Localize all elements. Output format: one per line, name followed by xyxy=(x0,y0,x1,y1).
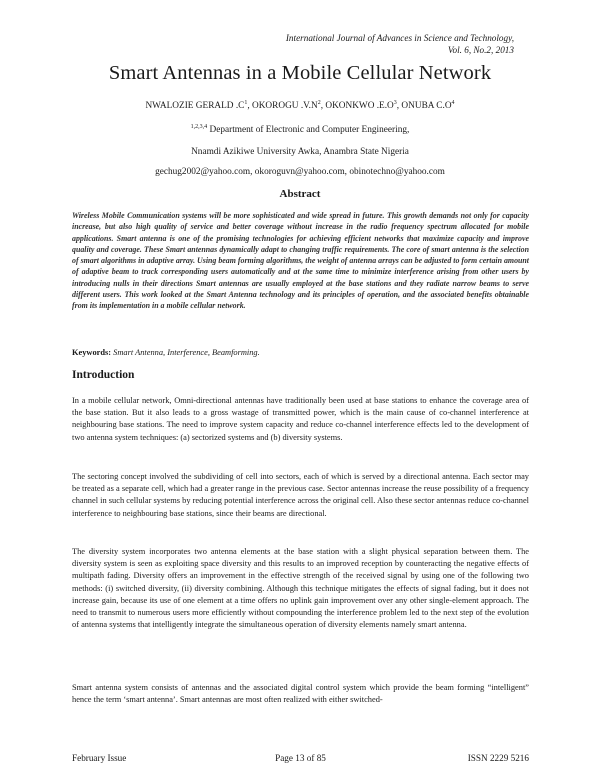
section-heading-introduction: Introduction xyxy=(72,369,135,381)
keywords-text: Smart Antenna, Interference, Beamforming. xyxy=(111,348,260,357)
author-name: NWALOZIE GERALD .C xyxy=(145,101,245,112)
author-superscript: 2 xyxy=(317,100,321,106)
keywords-label: Keywords: xyxy=(72,348,112,357)
footer-issue: February Issue xyxy=(72,753,127,763)
abstract-text: Wireless Mobile Communication systems will be more sophisticated and wide spread in future. This growth demands not only for capacity increase, but also high quality of service and better coverage without increase in the radio frequency spectrum allocated for mobile applications. Smart antenna is one of the promising technologies for achieving efficient networks that maximize capacity and improve quality and coverage. These Smart antennas dynamically adapt to changing traffic requirements. The core of smart antenna is the selection of smart algorithms in adaptive array. Using beam forming algorithms, the weight of antenna arrays can be adjusted to form certain amount of adaptive beam to track corresponding users automatically and at the same time to minimize interference arising from other users by introducing nulls in their directions Smart antennas are usually employed at the base stations and they radiate narrow beams to serve different users. This work looked at the Smart Antenna technology and its principles of operation, and the associated benefits obtainable from its implementation in a mobile cellular network. xyxy=(72,211,529,311)
intro-paragraph: The sectoring concept involved the subdividing of cell into sectors, each of which is served by a directional antenna. Each sector may be treated as a separate cell, which had a greater range in the previous case. Sector antennas increase the reuse possibility of a frequency channel in such cellular systems by reducing potential interference across the original cell. Also these sector antennas reduce co-channel interference to neighbouring base stations, since their beams are directional. xyxy=(72,472,529,518)
footer-issn: ISSN 2229 5216 xyxy=(467,753,529,763)
affiliation-superscript: 1,2,3,4 xyxy=(190,124,208,130)
author-name: , ONUBA C.O xyxy=(396,101,452,112)
author-list xyxy=(0,100,600,111)
footer-page-number: Page 13 of 85 xyxy=(275,753,326,763)
paper-title: Smart Antennas in a Mobile Cellular Network xyxy=(108,62,492,84)
intro-paragraph: The diversity system incorporates two antenna elements at the base station with a slight physical separation between them. The diversity system is seen as exploiting space diversity and this results to an improved reception by counteracting the negative effects of multipath fading. Diversity offers an improvement in the effective strength of the received signal by using one of the following two methods: (i) switched diversity, (ii) diversity combining. Although this technique mitigates the effects of signal fading, but it does not increase gain, because its use of one element at a time offers no uplink gain improvement over any other single-element approach. The need to transmit to numerous users more efficiently without compounding the interference problem led to the next step of the evolution of antenna systems that intelligently integrate the simultaneous operation of diversity elements namely smart antenna. xyxy=(72,547,529,630)
author-name: , OKONKWO .E.O xyxy=(320,101,394,112)
author-superscript: 3 xyxy=(393,100,397,106)
journal-name: International Journal of Advances in Science and Technology, xyxy=(285,33,514,43)
author-emails: gechug2002@yahoo.com, okoroguvn@yahoo.com, obinotechno@yahoo.com xyxy=(155,167,445,177)
affiliation-department xyxy=(0,124,600,135)
department-name: Department of Electronic and Computer Engineering, xyxy=(207,125,410,136)
journal-volume: Vol. 6, No.2, 2013 xyxy=(447,45,514,55)
author-superscript: 4 xyxy=(451,100,455,106)
intro-paragraph: Smart antenna system consists of antennas and the associated digital control system which provide the beam forming “intelligent” hence the term ‘smart antenna’. Smart antennas are most often realized with either switched- xyxy=(72,683,529,705)
affiliation-university: Nnamdi Azikiwe University Awka, Anambra State Nigeria xyxy=(191,147,409,157)
intro-paragraph: In a mobile cellular network, Omni-directional antennas have traditionally been used at base stations to enhance the coverage area of the base station. But it also leads to a gross wastage of transmitted power, which is the main cause of co-channel interference at neighbouring base stations. The need to improve system capacity and reduce co-channel interference effects led to the development of two antenna system techniques: (a) sectorized systems and (b) diversity systems. xyxy=(72,396,529,442)
keywords xyxy=(72,348,529,357)
journal-header xyxy=(286,32,514,56)
author-name: , OKOROGU .V.N xyxy=(247,101,318,112)
abstract-heading: Abstract xyxy=(279,188,321,200)
author-superscript: 1 xyxy=(244,100,248,106)
